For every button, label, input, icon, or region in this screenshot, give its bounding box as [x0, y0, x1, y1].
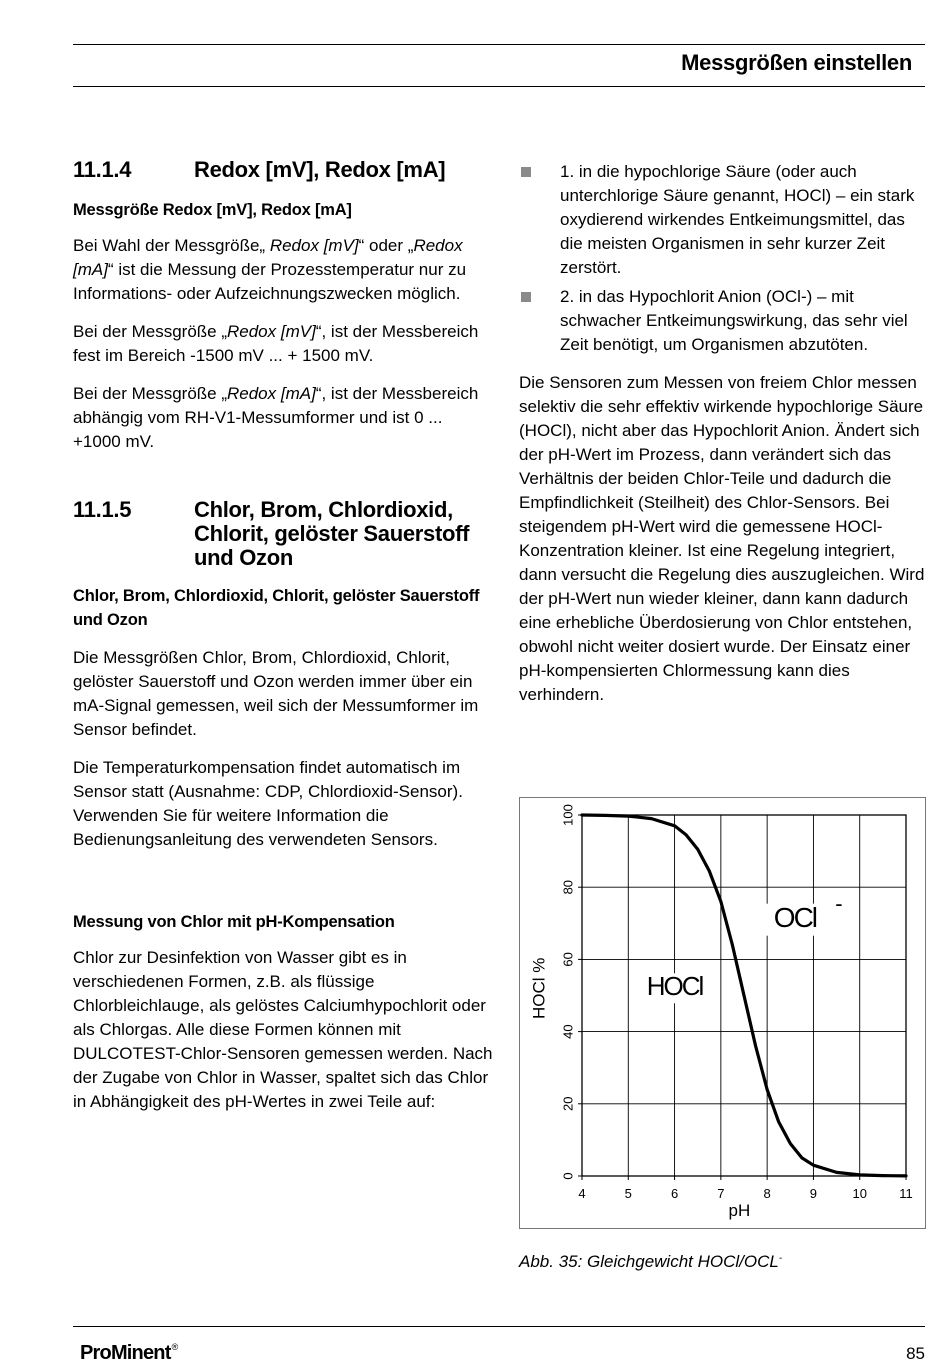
annotation-ocl-charge: - — [835, 891, 843, 917]
y-tick-label: 40 — [560, 1024, 576, 1039]
header-rule-bottom — [73, 86, 925, 87]
x-tick-label: 6 — [670, 1186, 679, 1201]
page-header-title: Messgrößen einstellen — [681, 50, 912, 75]
section-heading-11-1-4 — [73, 158, 493, 182]
section-heading-11-1-5 — [73, 498, 493, 570]
hocl-ocl-chart — [520, 798, 927, 1230]
subheading-ph-compensation: Messung von Chlor mit pH-Kompensation — [73, 913, 395, 931]
y-tick-label: 60 — [560, 952, 576, 967]
paragraph-redox-3: Bei der Messgröße „Redox [mA]“, ist der Messbereich abhängig vom RH-V1-Messumformer und ist 0 ... +1000 mV. — [73, 384, 479, 451]
list-item: 2. in das Hypochlorit Anion (OCl-) – mit schwacher Entkeimungswirkung, das sehr viel Zeit benötigt, um Organismen abzutöten. — [519, 285, 929, 357]
y-tick-label: 20 — [560, 1096, 576, 1112]
series-line-hocl — [582, 815, 906, 1176]
y-tick-label: 0 — [560, 1172, 576, 1180]
left-column — [73, 158, 493, 1114]
x-tick-label: 5 — [624, 1186, 632, 1201]
list-item: 1. in die hypochlorige Säure (oder auch unterchlorige Säure genannt, HOCl) – ein stark oxydierend wirkendes Entkeimungsmittel, das die meisten Organismen in sehr kurzer Zeit zerstört. — [519, 160, 929, 280]
paragraph-redox-2: Bei der Messgröße „Redox [mV]“, ist der Messbereich fest im Bereich -1500 mV ... + 1500 mV. — [73, 322, 479, 365]
y-axis-label: HOCl % — [529, 957, 549, 1019]
x-axis-label: pH — [728, 1201, 751, 1220]
paragraph-chlor-1: Die Messgrößen Chlor, Brom, Chlordioxid, Chlorit, gelöster Sauerstoff und Ozon werden immer über ein mA-Signal gemessen, weil sich der Messumformer im Sensor befindet. — [73, 648, 479, 739]
paragraph-redox-1: Bei Wahl der Messgröße„ Redox [mV]“ oder „Redox [mA]“ ist die Messung der Prozesstemperatur nur zu Informations- oder Aufzeichnungszwecken möglich. — [73, 236, 467, 303]
paragraph-chlor-2: Die Temperaturkompensation findet automatisch im Sensor statt (Ausnahme: CDP, Chlordioxid-Sensor). Verwenden Sie für weitere Information die Bedienungsanleitung des verwendeten Sensors. — [73, 758, 463, 849]
figure-caption: Abb. 35: Gleichgewicht HOCl/OCL- — [519, 1252, 783, 1271]
x-tick-label: 9 — [809, 1186, 818, 1201]
bullet-square-icon — [521, 292, 531, 302]
annotation-hocl: HOCl — [646, 971, 703, 1002]
x-tick-label: 7 — [717, 1186, 725, 1201]
footer-rule — [73, 1326, 925, 1327]
section-number: 11.1.4 — [73, 157, 132, 182]
subheading-redox: Messgröße Redox [mV], Redox [mA] — [73, 201, 352, 219]
x-tick-label: 8 — [763, 1186, 771, 1201]
page-number: 85 — [906, 1344, 925, 1363]
x-tick-label: 11 — [899, 1186, 913, 1201]
y-tick-label: 80 — [560, 879, 576, 895]
right-column — [519, 160, 929, 707]
bullet-square-icon — [521, 167, 531, 177]
section-title: Chlor, Brom, Chlordioxid, Chlorit, gelöster Sauerstoff und Ozon — [194, 497, 470, 570]
paragraph-ph-1: Chlor zur Desinfektion von Wasser gibt es in verschiedenen Formen, z.B. als flüssige Chlorbleichlauge, als gelöstes Calciumhypochlorit oder als Chlorgas. Alle diese Formen können mit DULCOTEST-Chlor-Sensoren gemessen werden. Nach der Zugabe von Chlor in Wasser, spaltet sich das Chlor in Abhängigkeit des pH-Wertes in zwei Teile auf: — [73, 948, 493, 1111]
subheading-chlor: Chlor, Brom, Chlordioxid, Chlorit, gelöster Sauerstoff und Ozon — [73, 587, 480, 629]
annotation-ocl: OCl — [773, 902, 817, 934]
section-number: 11.1.5 — [73, 497, 132, 522]
chart-frame — [519, 797, 926, 1229]
paragraph-ph-2: Die Sensoren zum Messen von freiem Chlor messen selektiv die sehr effektiv wirkende hypochlorige Säure (HOCl), nicht aber das Hypochlorit Anion. Ändert sich der pH-Wert im Prozess, dann verändert sich das Verhältnis der beiden Chlor-Teile und dadurch die Empfindlichkeit (Steilheit) des Chlor-Sensors. Bei steigendem pH-Wert wird die gemessene HOCl-Konzentration kleiner. Ist eine Regelung integriert, dann versucht die Regelung dies auszugleichen. Wird der pH-Wert nun wieder kleiner, dann kann dadurch eine erhebliche Überdosierung von Chlor entstehen, obwohl nicht weiter dosiert wurde. Der Einsatz einer pH-kompensierten Chlormessung kann dies verhindern. — [519, 373, 925, 704]
x-tick-label: 10 — [852, 1186, 867, 1201]
prominent-logo: ProMinent® — [80, 1342, 178, 1364]
y-tick-label: 100 — [560, 804, 576, 826]
section-title: Redox [mV], Redox [mA] — [194, 157, 446, 182]
x-tick-label: 4 — [578, 1186, 586, 1201]
header-rule-top — [73, 44, 925, 45]
